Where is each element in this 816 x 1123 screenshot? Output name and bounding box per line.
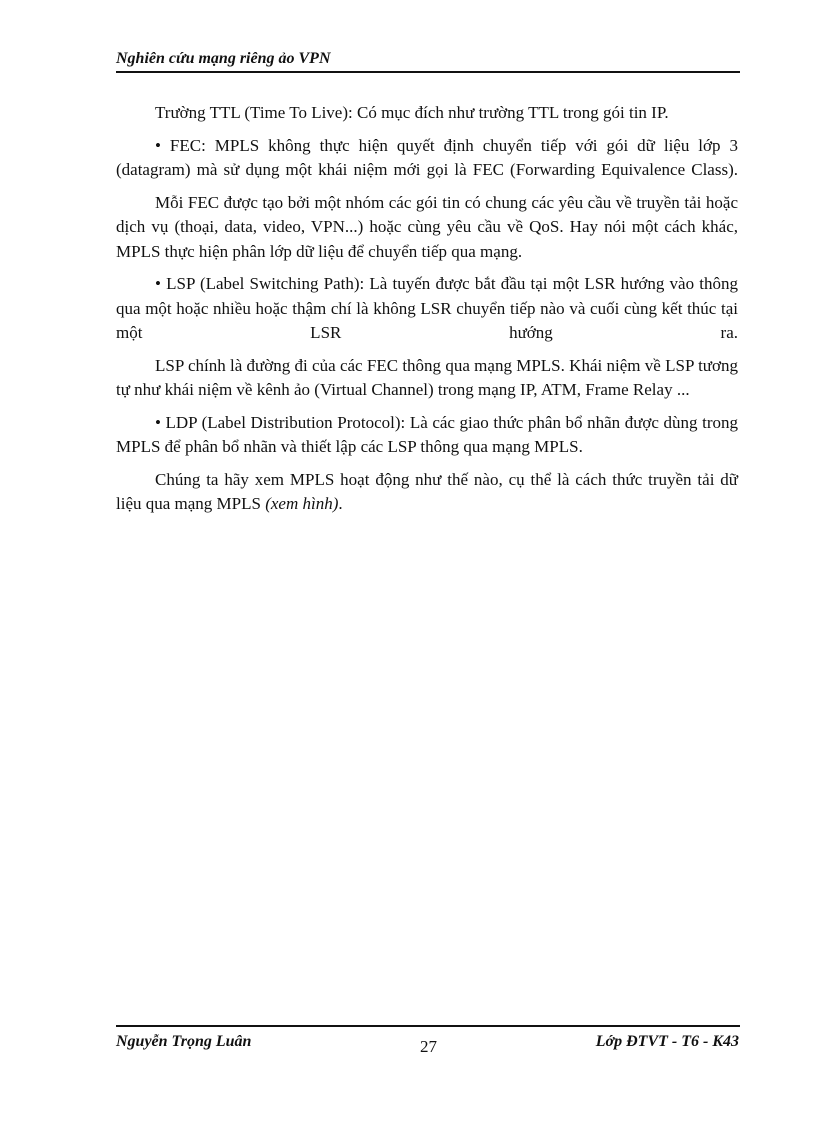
footer-divider: [116, 1025, 740, 1027]
closing-end: .: [338, 494, 343, 513]
paragraph-ldp: • LDP (Label Distribution Protocol): Là các giao thức phân bổ nhãn được dùng trong MPLS để phân bổ nhãn và thiết lập các LSP thông qua mạng MPLS.: [116, 412, 738, 456]
closing-text: Chúng ta hãy xem MPLS hoạt động như thế nào, cụ thể là cách thức truyền tải dữ liệu qua mạng MPLS: [116, 469, 738, 513]
footer-author: Nguyễn Trọng Luân: [116, 1033, 252, 1050]
paragraph-fec: • FEC: MPLS không thực hiện quyết định chuyển tiếp với gói dữ liệu lớp 3 (datagram) mà sử dụng một khái niệm mới gọi là FEC (Forwarding Equivalence Class).: [116, 135, 738, 179]
footer-class-label: Lớp ĐTVT - T6 - K43: [595, 1033, 739, 1050]
paragraph-fec-detail: Mỗi FEC được tạo bởi một nhóm các gói tin có chung các yêu cầu về truyền tải hoặc dịch vụ (thoại, data, video, VPN...) hoặc cùng yêu cầu về QoS. Hay nói một cách khác, MPLS thực hiện phân lớp dữ liệu để chuyển tiếp qua mạng.: [116, 192, 738, 261]
paragraph-closing: [116, 468, 738, 517]
header-divider: [116, 71, 740, 73]
document-body: [116, 101, 738, 525]
page-number: 27: [420, 1037, 437, 1056]
figure-reference: (xem hình): [265, 494, 339, 513]
paragraph-ttl: Trường TTL (Time To Live): Có mục đích như trường TTL trong gói tin IP.: [155, 103, 669, 122]
header-title: Nghiên cứu mạng riêng ảo VPN: [116, 50, 331, 67]
paragraph-lsp-detail: LSP chính là đường đi của các FEC thông qua mạng MPLS. Khái niệm về LSP tương tự như khái niệm về kênh ảo (Virtual Channel) trong mạng IP, ATM, Frame Relay ...: [116, 355, 738, 399]
paragraph-lsp: • LSP (Label Switching Path): Là tuyến được bắt đầu tại một LSR hướng vào thông qua một hoặc nhiều hoặc thậm chí là không LSR chuyển tiếp nào và cuối cùng kết thúc tại một LSR hướng ra.: [116, 274, 738, 342]
